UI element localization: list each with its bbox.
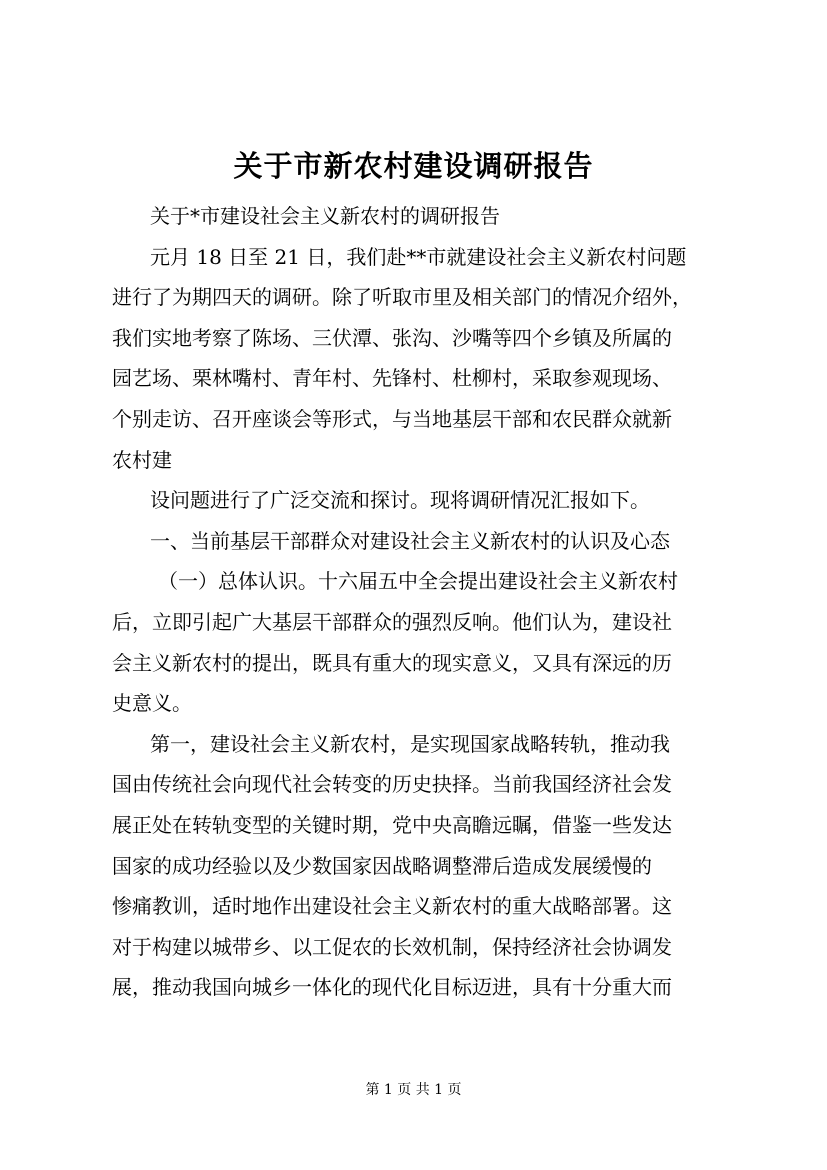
page-number-footer: 第 1 页 共 1 页	[365, 1082, 462, 1098]
paragraph-line: 园艺场、栗林嘴村、青年村、先锋村、杜柳村，采取参观现场、	[112, 366, 672, 391]
paragraph-line: 元月 18 日至 21 日，我们赴**市就建设社会主义新农村问题	[150, 244, 687, 269]
paragraph-line: 会主义新农村的提出，既具有重大的现实意义，又具有深远的历	[112, 650, 672, 675]
document-title: 关于市新农村建设调研报告	[233, 149, 594, 183]
subtitle-line: 关于*市建设社会主义新农村的调研报告	[150, 204, 500, 228]
paragraph-line: 设问题进行了广泛交流和探讨。现将调研情况汇报如下。	[150, 488, 650, 513]
paragraph-line: 展正处在转轨变型的关键时期，党中央高瞻远瞩，借鉴一些发达	[112, 812, 672, 837]
paragraph-line: 第一，建设社会主义新农村，是实现国家战略转轨，推动我	[150, 731, 670, 756]
paragraph-line: 我们实地考察了陈场、三伏潭、张沟、沙嘴等四个乡镇及所属的	[112, 325, 672, 350]
paragraph-line: （一）总体认识。十六届五中全会提出建设社会主义新农村	[158, 569, 678, 594]
paragraph-line: 惨痛教训，适时地作出建设社会主义新农村的重大战略部署。这	[112, 894, 672, 919]
paragraph-line: 农村建	[112, 447, 172, 472]
paragraph-line: 后，立即引起广大基层干部群众的强烈反响。他们认为，建设社	[112, 609, 672, 634]
paragraph-line: 展，推动我国向城乡一体化的现代化目标迈进，具有十分重大而	[112, 975, 672, 1000]
paragraph-line: 对于构建以城带乡、以工促农的长效机制，保持经济社会协调发	[112, 934, 672, 959]
document-body	[112, 196, 726, 1008]
paragraph-line: 史意义。	[112, 691, 192, 716]
paragraph-line: 个别走访、召开座谈会等形式，与当地基层干部和农民群众就新	[112, 406, 672, 431]
section-heading: 一、当前基层干部群众对建设社会主义新农村的认识及心态	[150, 528, 670, 553]
paragraph-line: 进行了为期四天的调研。除了听取市里及相关部门的情况介绍外，	[112, 285, 692, 310]
paragraph-line: 国由传统社会向现代社会转变的历史抉择。当前我国经济社会发	[112, 772, 672, 797]
paragraph-line: 国家的成功经验以及少数国家因战略调整滞后造成发展缓慢的	[112, 853, 652, 878]
